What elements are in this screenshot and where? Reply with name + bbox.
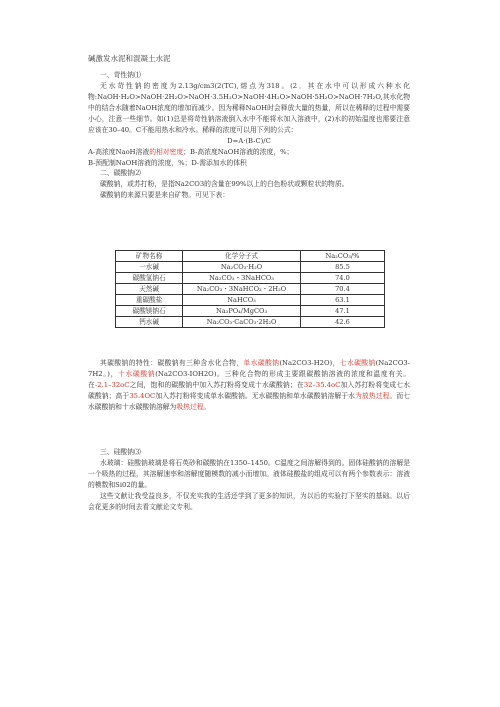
paragraph-text: 。 bbox=[203, 403, 211, 411]
table-cell: 重碳酸盐 bbox=[116, 295, 183, 306]
highlighted-text: 的相对密度 bbox=[149, 148, 184, 156]
table-row bbox=[116, 306, 385, 317]
table-cell: 70.4 bbox=[300, 284, 384, 295]
paragraph-text: (Na2CO3-7H2。)， bbox=[88, 359, 411, 378]
section-heading-sodium-carbonate: 二、碳酸钠⑵ bbox=[100, 169, 141, 177]
paragraph-text: (Na2CO3-IOH2O)。三种化合物的形成主要跟碳酸钠溶液的浓度和温度有关。在 bbox=[88, 370, 411, 389]
table-cell: 一水碱 bbox=[116, 262, 183, 273]
paragraph-text: (Na2CO3-H2O)， bbox=[279, 359, 340, 367]
sodium-silicate-paragraph: 水玻璃：硅酸钠玻璃是将石英砂和碳酸钠在1350–1450。C温度之间溶解得到的。固体硅酸钠的溶解是一个吸热的过程，其溶解速率和溶解度随模数的减小而增加。液体硅酸盐的组成可以有两个参数表示：溶液的模数和Si02的量。 bbox=[88, 459, 410, 489]
table-cell: Na₂CO₃・3NaHCO₃・2H₂O bbox=[183, 284, 301, 295]
highlighted-text: 吸热过程 bbox=[176, 403, 204, 411]
table-cell: 85.5 bbox=[300, 262, 384, 273]
table-cell: 天然碱 bbox=[116, 284, 183, 295]
table-cell: 钙水碱 bbox=[116, 317, 183, 328]
table-cell: 63.1 bbox=[300, 295, 384, 306]
table-row bbox=[116, 262, 385, 273]
table-cell: 47.1 bbox=[300, 306, 384, 317]
section-carbonate-properties bbox=[88, 358, 410, 413]
dilution-formula: D=A·(B-C)/C bbox=[227, 137, 271, 145]
highlighted-text: 35.4OC bbox=[129, 392, 156, 400]
document-title: 碱激发水泥和混凝土水泥 bbox=[88, 54, 171, 63]
section-heading-sodium-silicate: 三、硅酸钠⑶ bbox=[100, 448, 141, 456]
table-row bbox=[116, 317, 385, 328]
table-row bbox=[116, 295, 385, 306]
paragraph-text: 之间，饱和的碳酸钠中加入苏打粉将变成十水碳酸钠；在 bbox=[129, 381, 304, 389]
table-header-row bbox=[116, 251, 385, 262]
table-header-cell: Na₂CO₃/% bbox=[300, 251, 384, 262]
table-row bbox=[116, 284, 385, 295]
section-heading-caustic-soda: 一、苛性钠⑴ bbox=[100, 71, 141, 79]
closing-paragraph: 这些文献让我受益良多，不仅充实我的生活还学到了更多的知识，为以后的实验打下坚实的基础。以后会花更多的时间去看文献论文专利。 bbox=[88, 492, 410, 511]
highlighted-text: 七水碳酸钠 bbox=[339, 359, 376, 367]
definition-text: ；B-高浓度NaOH溶液的浓度，%； bbox=[183, 148, 294, 156]
section-caustic-soda bbox=[88, 70, 410, 169]
mineral-table bbox=[115, 250, 385, 328]
highlighted-text: 十水碳酸钠 bbox=[118, 370, 156, 378]
caustic-soda-paragraph: 无水苛性钠的密度为2.13g/cm3(2(TC),熔点为318。(2．其在水中可以形成六种水化物:NaOH·H₂O>NaOH·2H₂O>NaOH·3.5H₂O>NaOH·4H₂O>NaOH·5H₂O>NaOH·7H₂O,其水化物中的结合水随着NaOH浓度的增加而减少。因为稀释NaOH时会释放大量的热量，所以在稀释的过程中需要小心，注意一些细节。如(1)总是将苛性钠溶液倒入水中不能将水加入溶液中，(2)水的初始温度也需要注意应该在30–40。C不能用热水和冷水。稀释的浓度可以用下列的公式： bbox=[88, 82, 410, 134]
section-sodium-silicate bbox=[88, 447, 410, 513]
sodium-carbonate-paragraph-2: 碳酸钠的来源只要是来自矿物。可见下表： bbox=[100, 191, 230, 199]
table-cell: Na₂CO₃·H₂O bbox=[183, 262, 301, 273]
highlighted-text: 为放热过程 bbox=[355, 392, 390, 400]
table-cell: NaHCO₃ bbox=[183, 295, 301, 306]
paragraph-text: 加入苏打粉将变成七水碳酸钠；高于 bbox=[88, 381, 411, 400]
table-row bbox=[116, 273, 385, 284]
table-cell: 碳酸镁钠石 bbox=[116, 306, 183, 317]
table-cell: Na₂CO₃·CaCO₃·2H₂O bbox=[183, 317, 301, 328]
table-header-cell: 矿物名称 bbox=[116, 251, 183, 262]
paragraph-text: 加入苏打粉将变成单水碳酸钠。无水碳酸钠和单水碳酸钠溶解于水 bbox=[155, 392, 356, 400]
table-header-cell: 化学分子式 bbox=[183, 251, 301, 262]
formula-definition-1 bbox=[88, 147, 410, 158]
highlighted-text: 单水碳酸钠 bbox=[243, 359, 280, 367]
definition-text: A-高浓度NaoH溶液 bbox=[88, 148, 150, 156]
table-cell: 74.0 bbox=[300, 273, 384, 284]
paragraph-text: 。而七水碳酸钠和十水碳酸钠溶解为 bbox=[88, 392, 411, 411]
highlighted-text: -2.1–32oC bbox=[94, 381, 130, 389]
highlighted-text: 32–35.4oC bbox=[303, 381, 341, 389]
table-cell: 42.6 bbox=[300, 317, 384, 328]
section-sodium-carbonate bbox=[88, 168, 410, 201]
table-cell: 碳酸氢钠石 bbox=[116, 273, 183, 284]
sodium-carbonate-paragraph-1: 碳酸钠，或苏打粉，是指Na2CO3的含量在99%以上的白色粉状或颗粒状的物质。 bbox=[100, 180, 349, 188]
paragraph-text: 其碳酸钠的特性：碳酸钠有三种含水化合物， bbox=[100, 359, 244, 367]
table-cell: Na₂CO₃・3NaHCO₃ bbox=[183, 273, 301, 284]
carbonate-properties-paragraph bbox=[88, 358, 410, 413]
table-cell: Na₃PO₄/MgCO₃ bbox=[183, 306, 301, 317]
formula-definition-2: B-预配制NaOH溶液的浓度，%；D-需添加水的体积 bbox=[88, 159, 247, 167]
